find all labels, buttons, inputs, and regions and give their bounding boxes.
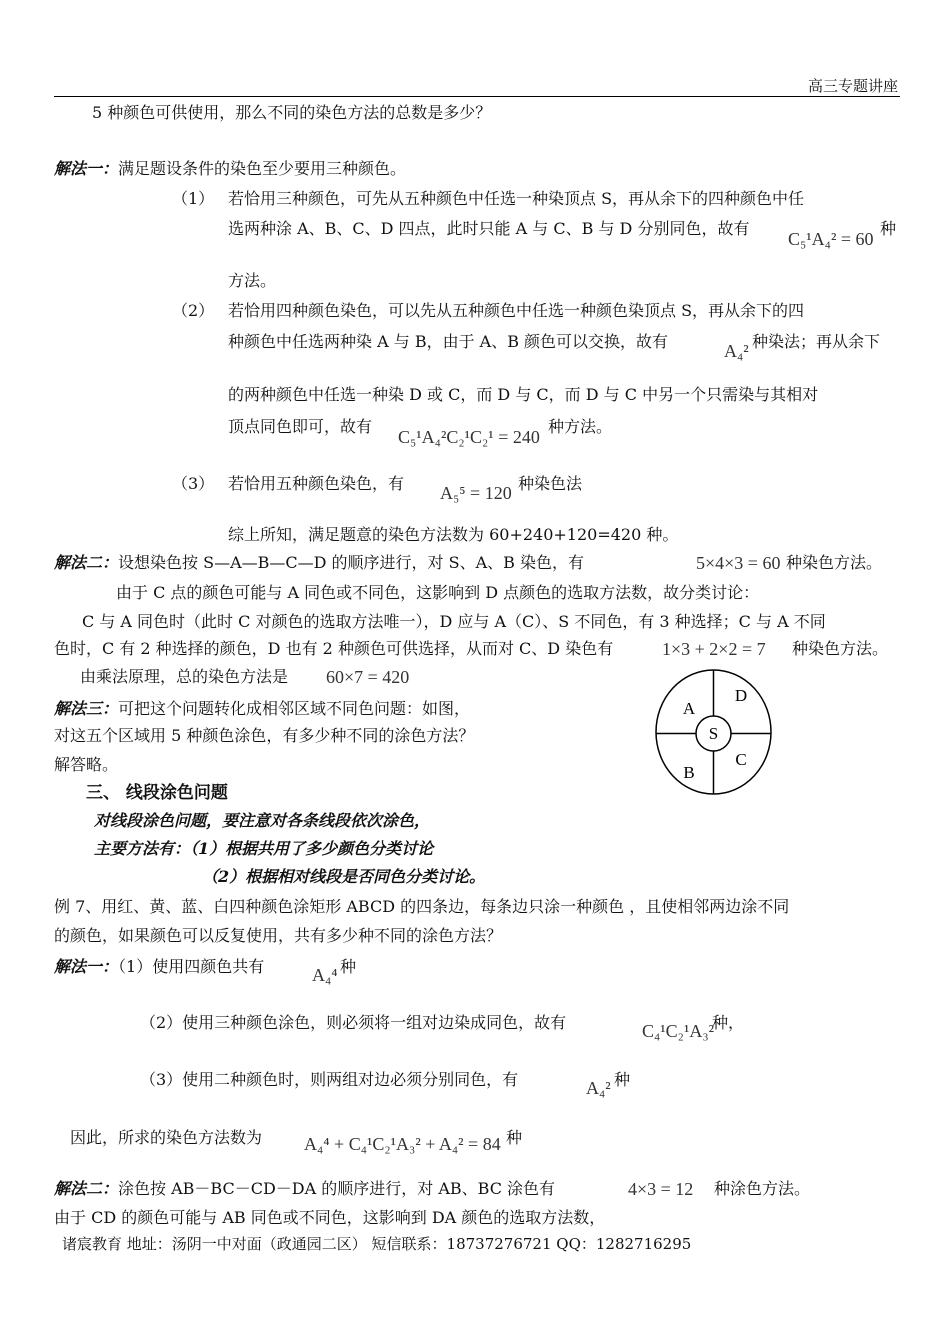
m1-case2-line4: 顶点同色即可，故有 (228, 417, 373, 436)
header-rule (54, 96, 900, 97)
region-label-b: B (683, 763, 695, 782)
ex7-m1-total: 因此，所求的染色方法数为 (70, 1128, 263, 1147)
example7-line1: 例 7、用红、黄、蓝、白四种颜色涂矩形 ABCD 的四条边，每条边只涂一种颜色 ，且使相邻两边涂不同 (54, 897, 790, 916)
region-diagram (655, 668, 775, 796)
section3-note2: 主要方法有：（1）根据共用了多少颜色分类讨论 (94, 839, 434, 858)
ex7-m2-label: 解法二： (54, 1179, 119, 1198)
region-label-s: S (708, 724, 719, 743)
method3-text1: 可把这个问题转化成相邻区域不同色问题：如图， (118, 699, 471, 718)
m2-line4-tail: 种染色方法。 (792, 639, 889, 658)
m1-case2-line3: 的两种颜色中任选一种染 D 或 C，而 D 与 C，而 D 与 C 中另一个只需染与其相对 (228, 385, 819, 404)
method3-line1 (54, 698, 470, 720)
m2-line2: 由于 C 点的颜色可能与 A 同色或不同色，这影响到 D 点颜色的选取方法数，故分类讨论： (116, 583, 760, 602)
ex7-m1-c3-formula: A₄² (586, 1078, 611, 1098)
ex7-m1-c2-tail: 种， (712, 1013, 745, 1032)
ex7-m2-formula: 4×3 = 12 (628, 1179, 694, 1199)
method2-label: 解法二： (54, 553, 119, 572)
ex7-m1-c3-tail: 种 (614, 1070, 631, 1089)
ex7-m1-c3: （3）使用二种颜色时，则两组对边必须分别同色，有 (140, 1070, 519, 1089)
method2-text1: 设想染色按 S—A—B—C—D 的顺序进行，对 S、A、B 染色，有 (118, 553, 584, 572)
region-label-d: D (734, 686, 748, 705)
ex7-m2-line2: 由于 CD 的颜色可能与 AB 同色或不同色，这影响到 DA 颜色的选取方法数， (54, 1208, 606, 1227)
m1-case1-line1: 若恰用三种颜色，可先从五种颜色中任选一种染顶点 S，再从余下的四种颜色中任 (228, 189, 805, 208)
method3-label: 解法三： (54, 699, 119, 718)
ex7-m1-total-formula: A₄⁴ + C₄¹C₂¹A₃² + A₄² = 84 (304, 1134, 501, 1154)
m1-case1-formula: C₅¹A₄² = 60 (788, 229, 874, 249)
ex7-m2-text1: 涂色按 AB－BC－CD－DA 的顺序进行，对 AB、BC 涂色有 (118, 1179, 556, 1198)
m1-case1-line3: 方法。 (228, 271, 277, 290)
method1-label: 解法一： (54, 159, 119, 178)
method1-heading (54, 158, 406, 180)
ex7-m1-c1: （1）使用四颜色共有 (118, 957, 265, 976)
ex7-m1-total-tail: 种 (506, 1128, 523, 1147)
intro-text: 5 种颜色可供使用，那么不同的染色方法的总数是多少？ (92, 103, 492, 122)
m2-formula1: 5×4×3 = 60 (696, 553, 781, 573)
m1-case2-line2: 种颜色中任选两种染 A 与 B，由于 A、B 颜色可以交换，故有 (228, 332, 669, 351)
m1-case2-line1: 若恰用四种颜色染色，可以先从五种颜色中任选一种颜色染顶点 S，再从余下的四 (228, 301, 805, 320)
m1-case1-text: 选两种涂 A、B、C、D 四点，此时只能 A 与 C、B 与 D 分别同色，故有 (228, 219, 750, 238)
footer-text: 诸宸教育 地址：汤阴一中对面（政通园二区） 短信联系：18737276721 QQ：1282716295 (62, 1235, 692, 1253)
method3-line2: 对这五个区域用 5 种颜色涂色，有多少种不同的涂色方法？ (54, 726, 475, 745)
m1-case3-formula: A₅⁵ = 120 (440, 483, 512, 503)
ex7-m1-c1-tail: 种 (340, 957, 357, 976)
m1-case2-line2-tail: 种染法；再从余下 (752, 332, 881, 351)
method3-line3: 解答略。 (54, 755, 119, 774)
m1-case1-line2 (228, 218, 749, 240)
m1-case2-num: （2） (172, 301, 215, 320)
m2-formula2: 1×3 + 2×2 = 7 (662, 639, 766, 659)
ex7-m1-c2-formula: C₄¹C₂¹A₃² (642, 1021, 715, 1041)
m2-line3: C 与 A 同色时（此时 C 对颜色的选取方法唯一），D 应与 A（C）、S 不同色，有 3 种选择；C 与 A 不同 (82, 612, 826, 631)
m2-formula3: 60×7 = 420 (326, 667, 410, 687)
region-label-c: C (735, 750, 747, 769)
example7-line2: 的颜色，如果颜色可以反复使用，共有多少种不同的涂色方法？ (54, 926, 503, 945)
m1-case2-line4-tail: 种方法。 (548, 417, 613, 436)
ex7-m2-line1 (54, 1178, 555, 1200)
ex7-m1-c2: （2）使用三种颜色涂色，则必须将一组对边染成同色，故有 (140, 1013, 567, 1032)
m2-line5: 由乘法原理，总的染色方法是 (80, 667, 289, 686)
method2-line1 (54, 552, 584, 574)
ex7-m1-line1 (54, 956, 264, 978)
m2-line4: 色时，C 有 2 种选择的颜色，D 也有 2 种颜色可供选择，从而对 C、D 染色有 (54, 639, 614, 658)
m1-case2-formula2: C₅¹A₄²C₂¹C₂¹ = 240 (398, 427, 540, 447)
ex7-m1-c1-formula: A₄⁴ (312, 965, 338, 985)
m1-case1-tail: 种 (880, 219, 897, 238)
m1-case3-tail: 种染色法 (518, 474, 583, 493)
m1-case3-num: （3） (172, 474, 215, 493)
section3-note3: （2）根据相对线段是否同色分类讨论。 (202, 867, 486, 886)
section3-note1: 对线段涂色问题，要注意对各条线段依次涂色， (94, 811, 431, 830)
region-label-a: A (682, 699, 696, 718)
method1-lead: 满足题设条件的染色至少要用三种颜色。 (118, 159, 407, 178)
m1-case1-num: （1） (172, 189, 215, 208)
m2-line1-tail: 种染色方法。 (786, 553, 883, 572)
ex7-m2-line1-tail: 种涂色方法。 (714, 1179, 811, 1198)
m1-case2-formula: A₄² (724, 341, 749, 361)
ex7-m1-label: 解法一： (54, 957, 119, 976)
section3-title: 三、 线段涂色问题 (86, 783, 228, 803)
header-title: 高三专题讲座 (807, 79, 898, 95)
m1-case3-line1: 若恰用五种颜色染色，有 (228, 474, 405, 493)
m1-summary: 综上所知，满足题意的染色方法数为 60+240+120=420 种。 (228, 525, 679, 544)
